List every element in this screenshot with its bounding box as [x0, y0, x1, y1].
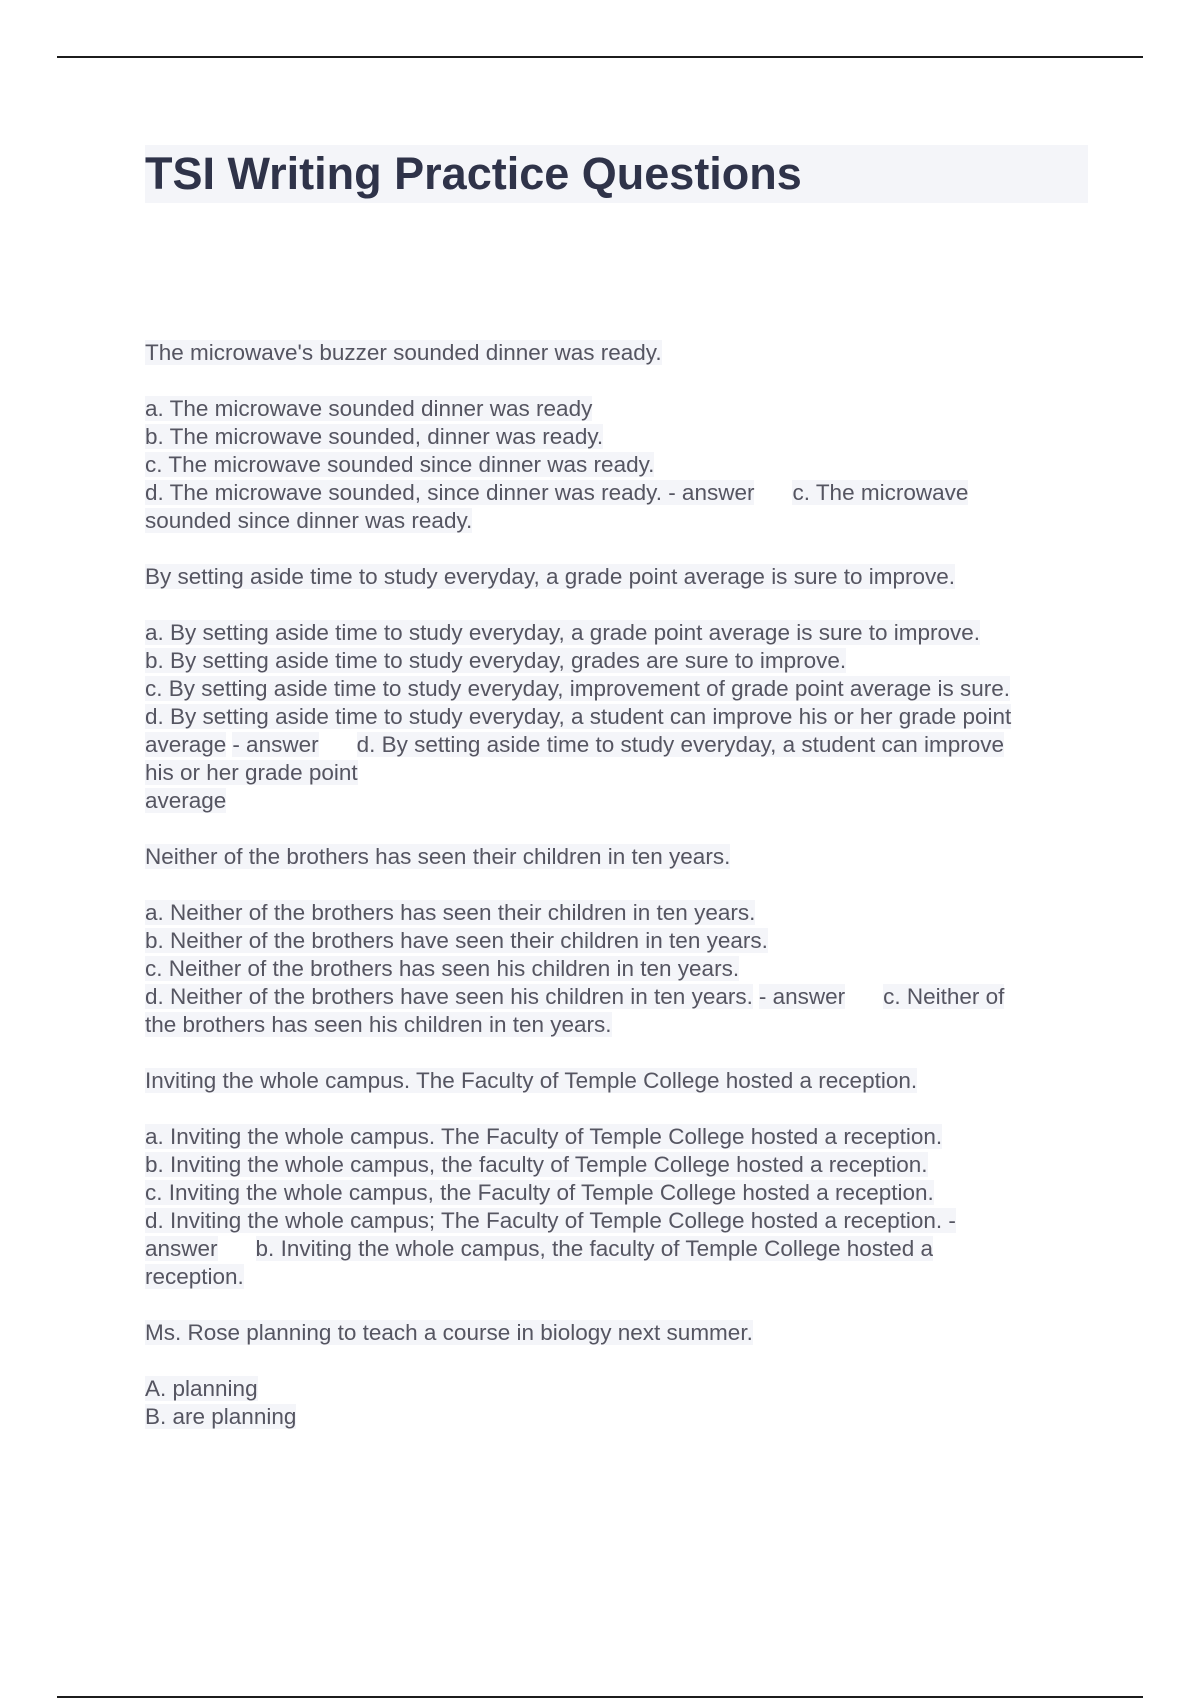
question-4-option-b: b. Inviting the whole campus, the faculty of Temple College hosted a reception. [145, 1152, 928, 1177]
question-2-options [145, 619, 1100, 815]
question-4-option-a: a. Inviting the whole campus. The Faculty of Temple College hosted a reception. [145, 1124, 943, 1149]
question-2-answer-cont-1: his or her grade point [145, 760, 358, 785]
question-5-options [145, 1375, 1100, 1431]
bottom-rule [57, 1696, 1143, 1698]
question-3-answer-label: - answer [758, 984, 846, 1009]
question-4-option-c: c. Inviting the whole campus, the Faculty of Temple College hosted a reception. [145, 1180, 934, 1205]
top-rule [57, 56, 1143, 58]
question-5-prompt: Ms. Rose planning to teach a course in biology next summer. [145, 1320, 753, 1345]
question-1-option-c: c. The microwave sounded since dinner was ready. [145, 452, 655, 477]
question-5-option-b: B. are planning [145, 1404, 297, 1429]
question-2-answer: d. By setting aside time to study everyday, a student can improve [356, 732, 1005, 757]
question-prompt [145, 563, 1100, 591]
question-4-answer-cont: reception. [145, 1264, 244, 1289]
question-1-answer: c. The microwave [792, 480, 969, 505]
question-prompt [145, 1319, 1100, 1347]
question-3-option-d: d. Neither of the brothers have seen his children in ten years. [145, 984, 753, 1009]
question-2-option-a: a. By setting aside time to study everyday, a grade point average is sure to improve. [145, 620, 981, 645]
question-2-option-d: d. By setting aside time to study everyday, a student can improve his or her grade point [145, 704, 1012, 729]
question-1-option-d: d. The microwave sounded, since dinner was ready. - answer [145, 480, 755, 505]
question-3-option-c: c. Neither of the brothers has seen his children in ten years. [145, 956, 740, 981]
question-3-option-b: b. Neither of the brothers have seen their children in ten years. [145, 928, 768, 953]
page-title: TSI Writing Practice Questions [145, 148, 802, 199]
question-2-answer-label: - answer [232, 732, 319, 757]
question-3-options [145, 899, 1100, 1039]
question-3-answer: c. Neither of [883, 984, 1005, 1009]
question-1-prompt: The microwave's buzzer sounded dinner was ready. [145, 340, 662, 365]
question-2-option-c: c. By setting aside time to study everyday, improvement of grade point average is sure. [145, 676, 1011, 701]
question-list [145, 339, 1100, 1459]
question-4-prompt: Inviting the whole campus. The Faculty of Temple College hosted a reception. [145, 1068, 918, 1093]
question-4-answer: b. Inviting the whole campus, the faculty of Temple College hosted a [255, 1236, 934, 1261]
question-2-option-d-cont: average [145, 732, 227, 757]
question-prompt [145, 843, 1100, 871]
question-2-option-b: b. By setting aside time to study everyday, grades are sure to improve. [145, 648, 847, 673]
question-1-answer-cont: sounded since dinner was ready. [145, 508, 473, 533]
question-prompt [145, 339, 1100, 367]
question-1-options [145, 395, 1100, 535]
question-prompt [145, 1067, 1100, 1095]
question-1-option-b: b. The microwave sounded, dinner was ready. [145, 424, 604, 449]
question-2-answer-cont-2: average [145, 788, 227, 813]
question-2-prompt: By setting aside time to study everyday, a grade point average is sure to improve. [145, 564, 955, 589]
question-1-option-a: a. The microwave sounded dinner was ready [145, 396, 593, 421]
question-4-options [145, 1123, 1100, 1291]
question-3-answer-cont: the brothers has seen his children in ten years. [145, 1012, 612, 1037]
question-4-answer-label: answer [145, 1236, 218, 1261]
question-5-option-a: A. planning [145, 1376, 258, 1401]
question-4-option-d: d. Inviting the whole campus; The Faculty of Temple College hosted a reception. - [145, 1208, 956, 1233]
question-3-prompt: Neither of the brothers has seen their children in ten years. [145, 844, 731, 869]
question-3-option-a: a. Neither of the brothers has seen their children in ten years. [145, 900, 756, 925]
